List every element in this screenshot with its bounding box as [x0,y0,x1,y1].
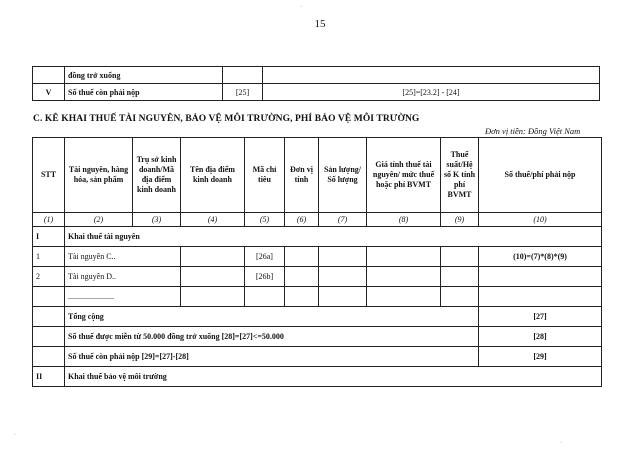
column-number: (1) [33,213,65,227]
row-label: Tổng cộng [65,307,479,327]
column-number: (8) [367,213,441,227]
row-label: Số thuế còn phải nộp [29]=[27]-[28] [65,347,479,367]
column-number-row [33,213,602,227]
row-dots: ....................... [65,287,181,307]
row-label: Khai thuế tài nguyên [65,227,602,247]
row-code: [28] [479,327,602,347]
currency-note: Đơn vị tiền: Đồng Việt Nam [485,126,581,136]
table-row [33,287,602,307]
table-row [33,347,602,367]
header-unit: Đơn vị tính [285,138,319,213]
row-stt: II [33,367,65,387]
column-number: (7) [319,213,367,227]
header-location-name: Tên địa điểm kinh doanh [181,138,245,213]
row-label: Số thuế còn phải nộp [65,84,223,101]
column-number: (2) [65,213,133,227]
page-number: 15 [314,18,326,30]
header-code: Mã chỉ tiêu [245,138,285,213]
header-stt: STT [33,138,65,213]
row-label: Số thuế được miễn từ 50.000 đồng trở xuống [28]=[27]<=50.000 [65,327,479,347]
header-product: Tài nguyên, hàng hóa, sản phẩm [65,138,133,213]
row-label: Khai thuế bảo vệ môi trường [65,367,602,387]
table-row [33,307,602,327]
header-office: Trụ sở kinh doanh/Mã địa điểm kinh doanh [133,138,181,213]
column-number: (6) [285,213,319,227]
column-number: (10) [479,213,602,227]
table-row [33,267,602,287]
resource-tax-table [32,137,602,387]
column-number: (5) [245,213,285,227]
row-formula: (10)=(7)*(8)*(9) [479,247,602,267]
row-code: [25] [223,84,263,101]
scan-speck: · [300,4,302,10]
scan-speck: · [560,440,562,446]
table-row [33,327,602,347]
table-row [33,84,600,101]
header-row [33,138,602,213]
scan-speck: · [14,432,16,438]
header-rate: Thuế suất/Hệ số K tính phí BVMT [441,138,479,213]
row-stt: V [33,84,65,101]
row-name: Tài nguyên C.. [65,247,181,267]
column-number: (9) [441,213,479,227]
table-row [33,67,600,84]
header-amount: Số thuế/phí phải nộp [479,138,602,213]
row-code: [26a] [245,247,285,267]
row-code: [26b] [245,267,285,287]
row-label: đồng trở xuống [65,67,223,84]
row-stt: I [33,227,65,247]
table-row [33,367,602,387]
row-formula: [25]=[23.2] - [24] [263,84,600,101]
row-stt: 2 [33,267,65,287]
header-quantity: Sản lượng/ Số lượng [319,138,367,213]
row-code: [29] [479,347,602,367]
table-row [33,247,602,267]
header-price: Giá tính thuế tài nguyên/ mức thuế hoặc phí BVMT [367,138,441,213]
previous-section-table [32,66,600,101]
column-number: (4) [181,213,245,227]
row-code: [27] [479,307,602,327]
table-row [33,227,602,247]
section-title: C. KÊ KHAI THUẾ TÀI NGUYÊN, BẢO VỆ MÔI TRƯỜNG, PHÍ BẢO VỆ MÔI TRƯỜNG [33,114,420,124]
row-name: Tài nguyên D.. [65,267,181,287]
column-number: (3) [133,213,181,227]
row-stt: 1 [33,247,65,267]
